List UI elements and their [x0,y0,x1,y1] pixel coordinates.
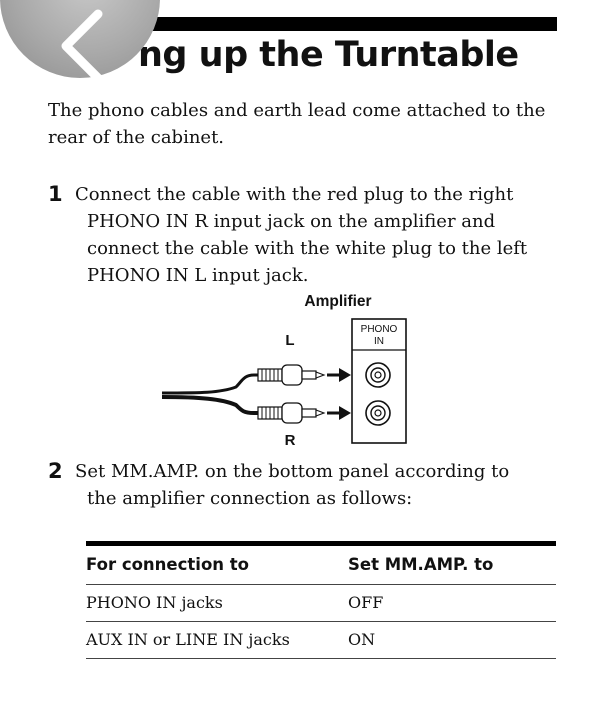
panel-label-phono: PHONO [360,324,398,335]
step-2-number: 2 [48,459,63,483]
table-row [86,622,556,659]
step-1-line: PHONO IN R input jack on the amplifier and [87,211,496,232]
cable-r [162,397,258,413]
cable-l [162,375,258,393]
step-2-line: Set MM.AMP. on the bottom panel according to [75,461,510,482]
step-1-line: connect the cable with the white plug to the left [87,238,528,259]
page-title: ng up the Turntable [138,35,519,75]
table-cell: ON [348,630,376,649]
step-2-line: the amplifier connection as follows: [87,488,413,509]
step-1-text [75,181,550,289]
arrow-l [327,368,351,382]
step-1-line: PHONO IN L input jack. [87,265,309,286]
intro-paragraph: The phono cables and earth lead come attached to the rear of the cabinet. [48,100,546,148]
rca-plug-l [258,365,324,385]
panel-label-in: IN [374,336,384,347]
settings-table [86,541,556,659]
table-cell: PHONO IN jacks [86,593,223,612]
amplifier-label: Amplifier [304,293,372,310]
step-1-number: 1 [48,182,63,206]
step-2-text [75,458,550,512]
connection-diagram [150,287,420,449]
table-header-row [86,546,556,585]
back-button[interactable] [0,0,160,78]
title-rule [120,17,557,31]
header-setting: Set MM.AMP. to [348,555,494,574]
rca-plug-r [258,403,324,423]
table-cell: AUX IN or LINE IN jacks [86,630,290,649]
table-cell: OFF [348,593,384,612]
step-1-line: Connect the cable with the red plug to the right [75,184,514,205]
arrow-r [327,406,351,420]
chevron-left-icon [50,8,120,78]
table-row [86,585,556,622]
left-channel-label: L [285,332,295,349]
right-channel-label: R [284,432,296,449]
header-connection: For connection to [86,555,249,574]
